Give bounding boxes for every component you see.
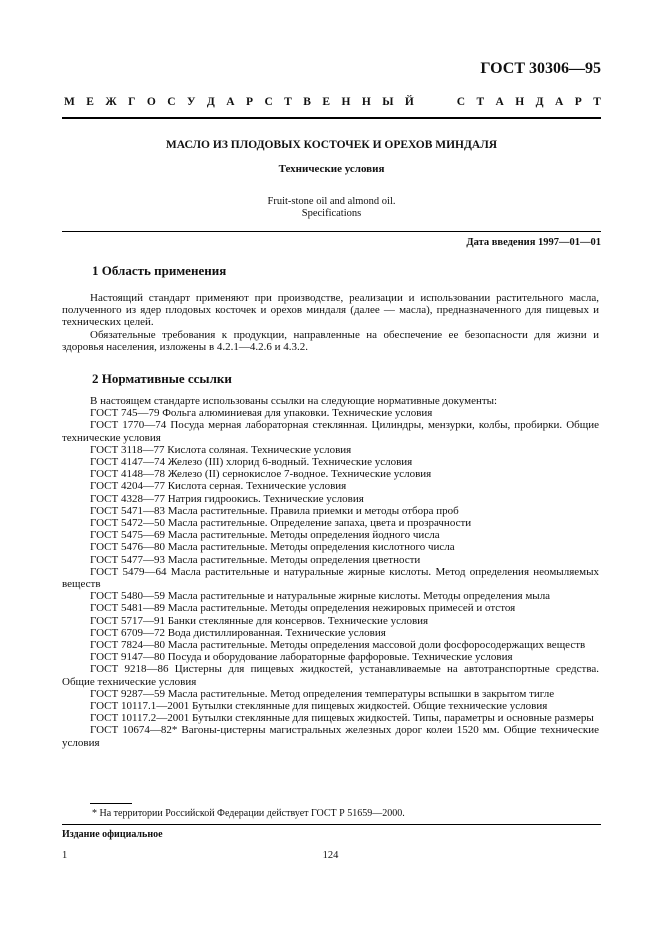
document-subtitle: Технические условия [278,163,385,175]
english-title-line1: Fruit-stone oil and almond oil. [267,196,396,207]
reference-item: ГОСТ 4204—77 Кислота серная. Технические условия [90,480,347,493]
reference-item: ГОСТ 5717—91 Банки стеклянные для консервов. Технические условия [90,614,429,627]
footnote-rule [90,803,132,804]
reference-item: ГОСТ 4328—77 Натрия гидроокись. Технические условия [90,492,364,505]
reference-item: ГОСТ 5476—80 Масла растительные. Методы определения кислотного числа [90,541,455,554]
page-number: 124 [322,850,339,861]
reference-item: ГОСТ 5477—93 Масла растительные. Методы определения цветности [90,553,421,566]
reference-item: ГОСТ 10674—82* Вагоны-цистерны магистральных железных дорог колеи 1520 мм. Общие технические условия [62,724,599,749]
edition-label: Издание официальное [62,829,163,840]
reference-item: ГОСТ 5475—69 Масла растительные. Методы определения йодного числа [90,529,440,542]
intro-date: Дата введения 1997—01—01 [466,237,601,248]
footnote: * На территории Российской Федерации действует ГОСТ Р 51659—2000. [92,808,405,819]
reference-item: ГОСТ 6709—72 Вода дистиллированная. Технические условия [90,626,386,639]
standard-code: ГОСТ 30306—95 [480,60,601,77]
reference-item: ГОСТ 5480—59 Масла растительные и натуральные жирные кислоты. Методы определения мыла [90,590,551,603]
reference-item: ГОСТ 5479—64 Масла растительные и натуральные жирные кислоты. Метод определения неомыляемых веществ [62,565,599,591]
footer-rule [62,824,601,825]
reference-item: ГОСТ 5471—83 Масла растительные. Правила приемки и методы отбора проб [90,504,459,517]
section1-heading: 1 Область применения [92,263,227,278]
reference-item: ГОСТ 4147—74 Железо (III) хлорид 6-водный. Технические условия [90,456,413,469]
reference-item: ГОСТ 10117.1—2001 Бутылки стеклянные для пищевых жидкостей. Общие технические условия [90,700,548,713]
document-title: МАСЛО ИЗ ПЛОДОВЫХ КОСТОЧЕК И ОРЕХОВ МИНДАЛЯ [165,139,498,151]
reference-item: ГОСТ 9147—80 Посуда и оборудование лабораторные фарфоровые. Технические условия [90,651,513,664]
section1-paragraph-1: Настоящий стандарт применяют при производстве, реализации и использовании растительного масла, полученного из ядер плодовых косточек и орехов миндаля (далее — масла), предназначенного для пищевых и технических целей. [62,292,599,329]
reference-item: ГОСТ 745—79 Фольга алюминиевая для упаковки. Технические условия [90,407,433,420]
section1-paragraph-2: Обязательные требования к продукции, направленные на обеспечение ее безопасности для жизни и здоровья населения, изложены в 4.2.1—4.2.6 и 4.3.2. [62,329,599,354]
reference-item: ГОСТ 7824—80 Масла растительные. Методы определения массовой доли фосфоросодержащих веществ [90,639,586,652]
header-rule [62,117,601,119]
print-mark: 1 [62,850,68,861]
english-title [62,196,601,220]
section2-heading: 2 Нормативные ссылки [92,371,232,386]
references-lead: В настоящем стандарте использованы ссылки на следующие нормативные документы: [90,395,498,407]
reference-item: ГОСТ 5481—89 Масла растительные. Методы определения нежировых примесей и отстоя [90,602,516,615]
reference-item: ГОСТ 1770—74 Посуда мерная лабораторная стеклянная. Цилиндры, мензурки, колбы, пробирки. Общие технические условия [62,419,599,444]
english-title-line2: Specifications [301,208,362,219]
references-list [62,395,599,749]
title-rule [62,231,601,232]
reference-item: ГОСТ 5472—50 Масла растительные. Определение запаха, цвета и прозрачности [90,517,472,530]
reference-item: ГОСТ 9287—59 Масла растительные. Метод определения температуры вспышки в закрытом тигле [90,687,555,700]
standard-category: М Е Ж Г О С У Д А Р С Т В Е Н Н Ы Й С Т А Н Д А Р Т [64,96,601,108]
reference-item: ГОСТ 10117.2—2001 Бутылки стеклянные для пищевых жидкостей. Типы, параметры и основные размеры [90,712,594,725]
reference-item: ГОСТ 9218—86 Цистерны для пищевых жидкостей, устанавливаемые на автотранспортные средства. Общие технические условия [62,663,599,688]
reference-item: ГОСТ 3118—77 Кислота соляная. Технические условия [90,443,352,456]
reference-item: ГОСТ 4148—78 Железо (II) сернокислое 7-водное. Технические условия [90,468,432,481]
